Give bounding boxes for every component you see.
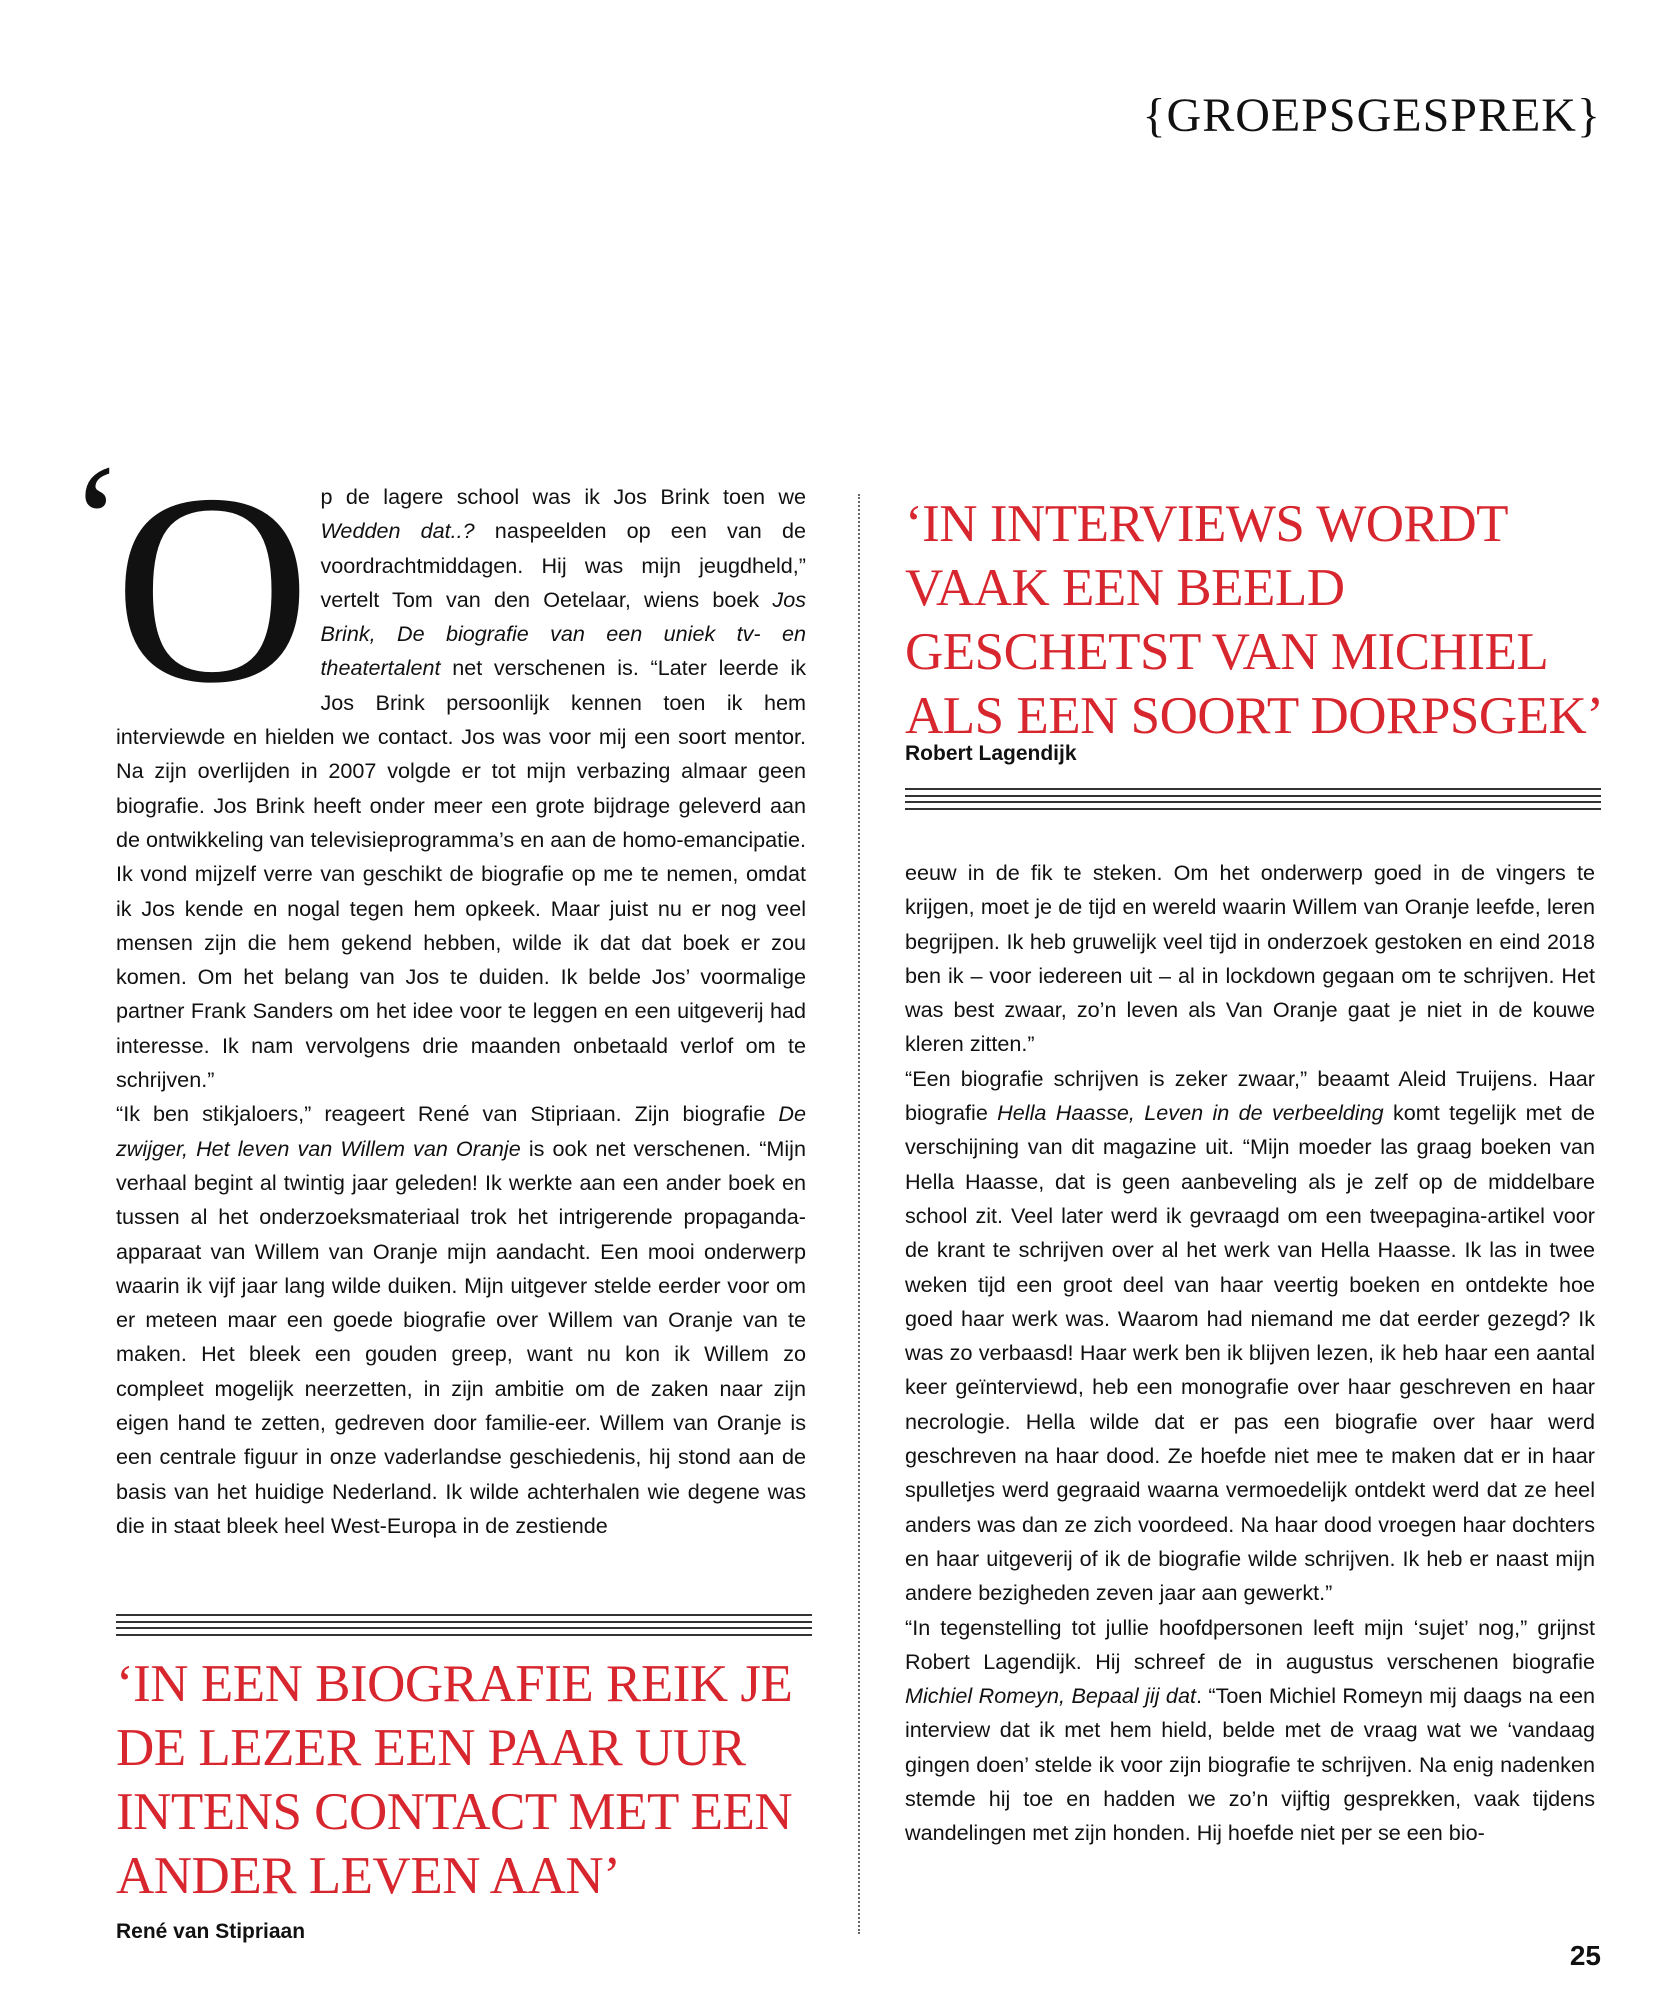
dropcap-quote-mark: ‘ <box>70 431 124 609</box>
right-paragraph-3 <box>905 1611 1595 1851</box>
text-run: is ook net verschenen. “Mijn verhaal begint al twintig jaar geleden! Ik werkte aan een ander boek en tussen al het onderzoeksmateriaal trok het intrigerende propaganda-apparaat van Willem van Oranje mijn aandacht. Een mooi onderwerp waarin ik vijf jaar lang wilde duiken. Mijn uitgever stelde eerder voor om er meteen maar een goede biografie over Willem van Oranje van te maken. Het bleek een gouden greep, want nu kon ik Willem zo compleet mogelijk neerzetten, in zijn ambitie om de zaken naar zijn eigen hand te zetten, gedreven door familie-eer. Willem van Oranje is een centrale figuur in onze vaderlandse geschiedenis, hij stond aan de basis van het huidige Nederland. Ik wilde achterhalen wie degene was die in staat bleek heel West-Europa in de zestiende <box>116 1135 806 1538</box>
left-column <box>114 438 806 1543</box>
section-label: {GROEPSGESPREK} <box>1142 89 1601 142</box>
pullquote-left: ‘IN EEN BIOGRAFIE REIK JE DE LEZER EEN PAAR UUR INTENS CONTACT MET EEN ANDER LEVEN AAN’ <box>116 1655 793 1905</box>
text-run: . “Toen Michiel Romeyn mij daags na een interview dat ik met hem hield, belde met de vraag wat we ‘vandaag gingen doen’ stelde ik voor zijn biografie te schrijven. Na enig nadenken stemde hij toe en hadden we zo’n vijftig gesprekken, vaak tijdens wandelingen met zijn honden. Hij hoefde niet per se een bio- <box>905 1683 1596 1846</box>
text-run: “In tegenstelling tot jullie hoofdpersonen leeft mijn ‘sujet’ nog,” grijnst Robert Lagendijk. Hij schreef de in augustus verschenen biografie <box>905 1614 1595 1674</box>
book-title: Jos Brink, De biografie van een uniek tv- en theatertalent <box>320 586 806 681</box>
left-paragraph-2 <box>116 1097 806 1543</box>
dropcap-letter: O <box>114 438 311 739</box>
right-paragraph-2 <box>905 1062 1595 1611</box>
rule-divider-right <box>905 788 1601 810</box>
text-run: p de lagere school was ik Jos Brink toen we <box>320 484 806 509</box>
right-column <box>905 856 1595 1851</box>
rule-divider-left <box>116 1614 812 1636</box>
text-run: naspeelden op een van de voordrachtmiddagen. Hij was mijn jeugdheld,” vertelt Tom van den Oetelaar, wiens boek <box>320 518 806 612</box>
book-title: Hella Haasse, Leven in de verbeelding <box>997 1100 1384 1126</box>
text-run: net verschenen is. “Later leerde ik Jos Brink persoonlijk kennen toen ik hem interviewde en hielden we contact. Jos was voor mij een soort mentor. Na zijn overlijden in 2007 volgde er tot mijn verbazing almaar geen biografie. Jos Brink heeft onder meer een grote bijdrage geleverd aan de ontwikkeling van televisieprogramma’s en aan de homo-emancipatie. Ik vond mijzelf verre van geschikt de biografie op me te nemen, omdat ik Jos kende en nogal tegen hem opkeek. Maar juist nu er nog veel mensen zijn die hem gekend hebben, wilde ik dat dat boek er zou komen. Om het belang van Jos te duiden. Ik belde Jos’ voormalige partner Frank Sanders om het idee voor te leggen en een uitgeverij had interesse. Ik nam vervolgens drie maanden onbetaald verlof om te schrijven.” <box>116 655 806 1093</box>
text-run: “Een biografie schrijven is zeker zwaar,” beaamt Aleid Truijens. Haar biografie <box>905 1065 1595 1126</box>
book-title: Michiel Romeyn, Bepaal jij dat <box>905 1683 1196 1709</box>
pullquote-right: ‘IN INTERVIEWS WORDT VAAK EEN BEELD GESCHETST VAN MICHIEL ALS EEN SOORT DORPSGEK’ <box>905 495 1604 745</box>
book-title: De zwijger, Het leven van Willem van Oranje <box>116 1101 806 1161</box>
text-run: komt tegelijk met de verschijning van dit magazine uit. “Mijn moeder las graag boeken van Hella Haasse, dat is geen aanbeveling als je zelf op de middelbare school zit. Veel later werd ik gevraagd om een tweepagina-artikel voor de krant te schrijven over al het werk van Hella Haasse. Ik las in twee weken tijd een groot deel van haar veertig boeken en ontdekte hoe goed haar werk was. Waarom had niemand me dat eerder gezegd? Ik was zo verbaasd! Haar werk ben ik blijven lezen, ik heb haar een aantal keer geïnterviewd, heb een monografie over haar geschreven en haar necrologie. Hella wilde dat er pas een biografie over haar werd geschreven na haar dood. Ze hoefde niet mee te maken dat er in haar spulletjes werd gegraaid waarna vermoedelijk ontdekt werd dat ze heel anders was dan ze zich voordeed. Na haar dood vroegen haar dochters en haar uitgeverij of ik de biografie wilde schrijven. Ik heb er naast mijn andere bezigheden zeven jaar aan gewerkt.” <box>905 1100 1595 1606</box>
book-title: Wedden dat..? <box>320 518 475 544</box>
left-paragraph-1 <box>114 438 806 1097</box>
text-run: “Ik ben stikjaloers,” reageert René van Stipriaan. Zijn biografie <box>116 1101 779 1127</box>
pullquote-left-attribution: René van Stipriaan <box>116 1920 306 1943</box>
right-paragraph-1: eeuw in de fik te steken. Om het onderwerp goed in de vingers te krijgen, moet je de tijd en wereld waarin Willem van Oranje leefde, leren begrijpen. Ik heb gruwelijk veel tijd in onderzoek gestoken en eind 2018 ben ik – voor iedereen uit – al in lockdown gegaan om te schrijven. Het was best zwaar, zo’n leven als Van Oranje gaat je niet in de kouwe kleren zitten.” <box>905 860 1595 1057</box>
page-number: 25 <box>1569 1940 1601 1971</box>
pullquote-right-attribution: Robert Lagendijk <box>905 742 1077 765</box>
column-divider <box>858 494 860 1934</box>
